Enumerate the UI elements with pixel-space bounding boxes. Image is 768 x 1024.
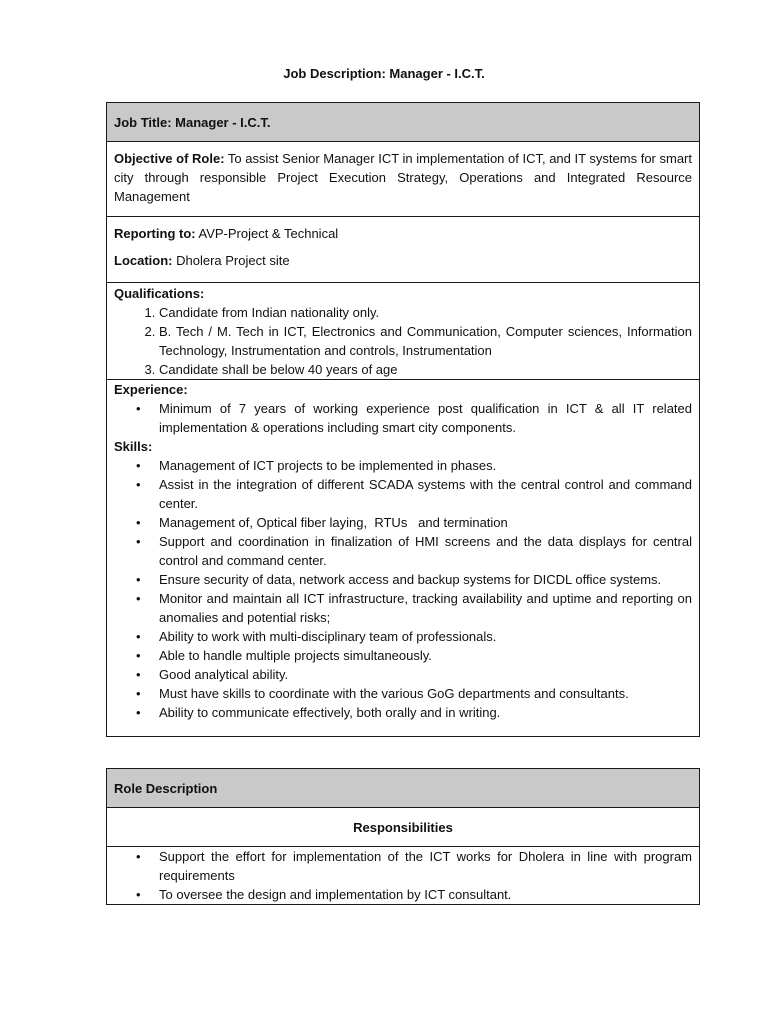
bullet-icon: • <box>136 458 141 473</box>
bullet-icon: • <box>136 629 141 644</box>
bullet-icon: • <box>136 477 141 492</box>
location-label: Location: <box>114 253 173 268</box>
skill-item <box>136 627 692 646</box>
reporting-location-cell <box>107 217 700 283</box>
bullet-icon: • <box>136 515 141 530</box>
skill-item <box>136 513 692 532</box>
location-line <box>114 251 692 270</box>
skills-list <box>114 456 692 722</box>
job-title-cell: Job Title: Manager - I.C.T. <box>107 103 700 142</box>
location-value: Dholera Project site <box>172 253 290 268</box>
experience-label: Experience: <box>114 382 188 397</box>
skills-label: Skills: <box>114 439 153 454</box>
skill-item-text: Ensure security of data, network access and backup systems for DICDL office systems. <box>159 572 662 587</box>
objective-text: To assist Senior Manager ICT in implementation of ICT, and IT systems for smart city through responsible Project Execution Strategy, Operations and Integrated Resource Management <box>114 151 692 204</box>
responsibilities-cell <box>107 847 700 905</box>
bullet-icon: • <box>136 572 141 587</box>
skill-item-text: Good analytical ability. <box>159 667 289 682</box>
experience-skills-row <box>107 380 700 737</box>
bullet-icon: • <box>136 591 141 606</box>
skill-item <box>136 665 692 684</box>
bullet-icon: • <box>136 534 141 549</box>
responsibilities-heading: Responsibilities <box>107 808 700 847</box>
role-description-header-row <box>107 769 700 808</box>
responsibility-item-text: Support the effort for implementation of the ICT works for Dholera in line with program requirements <box>159 849 692 883</box>
document-title: Job Description: Manager - I.C.T. <box>283 66 485 81</box>
skill-item <box>136 475 692 513</box>
skill-item <box>136 684 692 703</box>
reporting-location-row <box>107 217 700 283</box>
role-description-table <box>106 768 700 905</box>
qualifications-row <box>107 283 700 380</box>
qualifications-label: Qualifications: <box>114 286 205 301</box>
skill-item <box>136 570 692 589</box>
skill-item <box>136 646 692 665</box>
skill-item-text: Assist in the integration of different SCADA systems with the central control and command center. <box>159 477 692 511</box>
bullet-icon: • <box>136 849 141 864</box>
skill-item <box>136 532 692 570</box>
bullet-icon: • <box>136 686 141 701</box>
responsibilities-row <box>107 847 700 905</box>
skill-item-text: Management of ICT projects to be implemented in phases. <box>159 458 497 473</box>
role-description-header: Role Description <box>107 769 700 808</box>
qualification-item: 3. Candidate shall be below 40 years of age <box>159 360 692 379</box>
job-description-table <box>106 102 700 737</box>
skill-item-text: Ability to communicate effectively, both orally and in writing. <box>159 705 501 720</box>
experience-skills-cell <box>107 380 700 737</box>
objective-row <box>107 142 700 217</box>
responsibility-item <box>136 847 692 885</box>
cell-spacer <box>114 722 692 736</box>
responsibility-item-text: To oversee the design and implementation by ICT consultant. <box>159 887 512 902</box>
experience-item <box>136 399 692 437</box>
objective-cell <box>107 142 700 217</box>
qualifications-cell <box>107 283 700 380</box>
bullet-icon: • <box>136 667 141 682</box>
reporting-label: Reporting to: <box>114 226 196 241</box>
responsibilities-list <box>114 847 692 904</box>
skill-item <box>136 456 692 475</box>
job-title-row <box>107 103 700 142</box>
responsibility-item <box>136 885 692 904</box>
bullet-icon: • <box>136 401 141 416</box>
qualification-item: 2. B. Tech / M. Tech in ICT, Electronics and Communication, Computer sciences, Information Technology, Instrumentation and controls, Instrumentation <box>159 322 692 360</box>
objective-label: Objective of Role: <box>114 151 225 166</box>
skill-item <box>136 589 692 627</box>
experience-item-text: Minimum of 7 years of working experience post qualification in ICT & all IT related implementation & operations including smart city components. <box>159 401 692 435</box>
skill-item-text: Ability to work with multi-disciplinary team of professionals. <box>159 629 497 644</box>
skill-item <box>136 703 692 722</box>
responsibilities-header-row <box>107 808 700 847</box>
skill-item-text: Must have skills to coordinate with the various GoG departments and consultants. <box>159 686 629 701</box>
reporting-line <box>114 224 692 243</box>
bullet-icon: • <box>136 648 141 663</box>
bullet-icon: • <box>136 887 141 902</box>
skill-item-text: Monitor and maintain all ICT infrastructure, tracking availability and uptime and reporting on anomalies and potential risks; <box>159 591 692 625</box>
bullet-icon: • <box>136 705 141 720</box>
qualifications-list <box>114 303 692 379</box>
skill-item-text: Able to handle multiple projects simultaneously. <box>159 648 432 663</box>
skill-item-text: Support and coordination in finalization of HMI screens and the data displays for central control and command center. <box>159 534 692 568</box>
reporting-value: AVP-Project & Technical <box>195 226 339 241</box>
experience-list <box>114 399 692 437</box>
qualification-item: 1. Candidate from Indian nationality only. <box>159 303 692 322</box>
skill-item-text: Management of, Optical fiber laying, RTUs and termination <box>159 515 508 530</box>
